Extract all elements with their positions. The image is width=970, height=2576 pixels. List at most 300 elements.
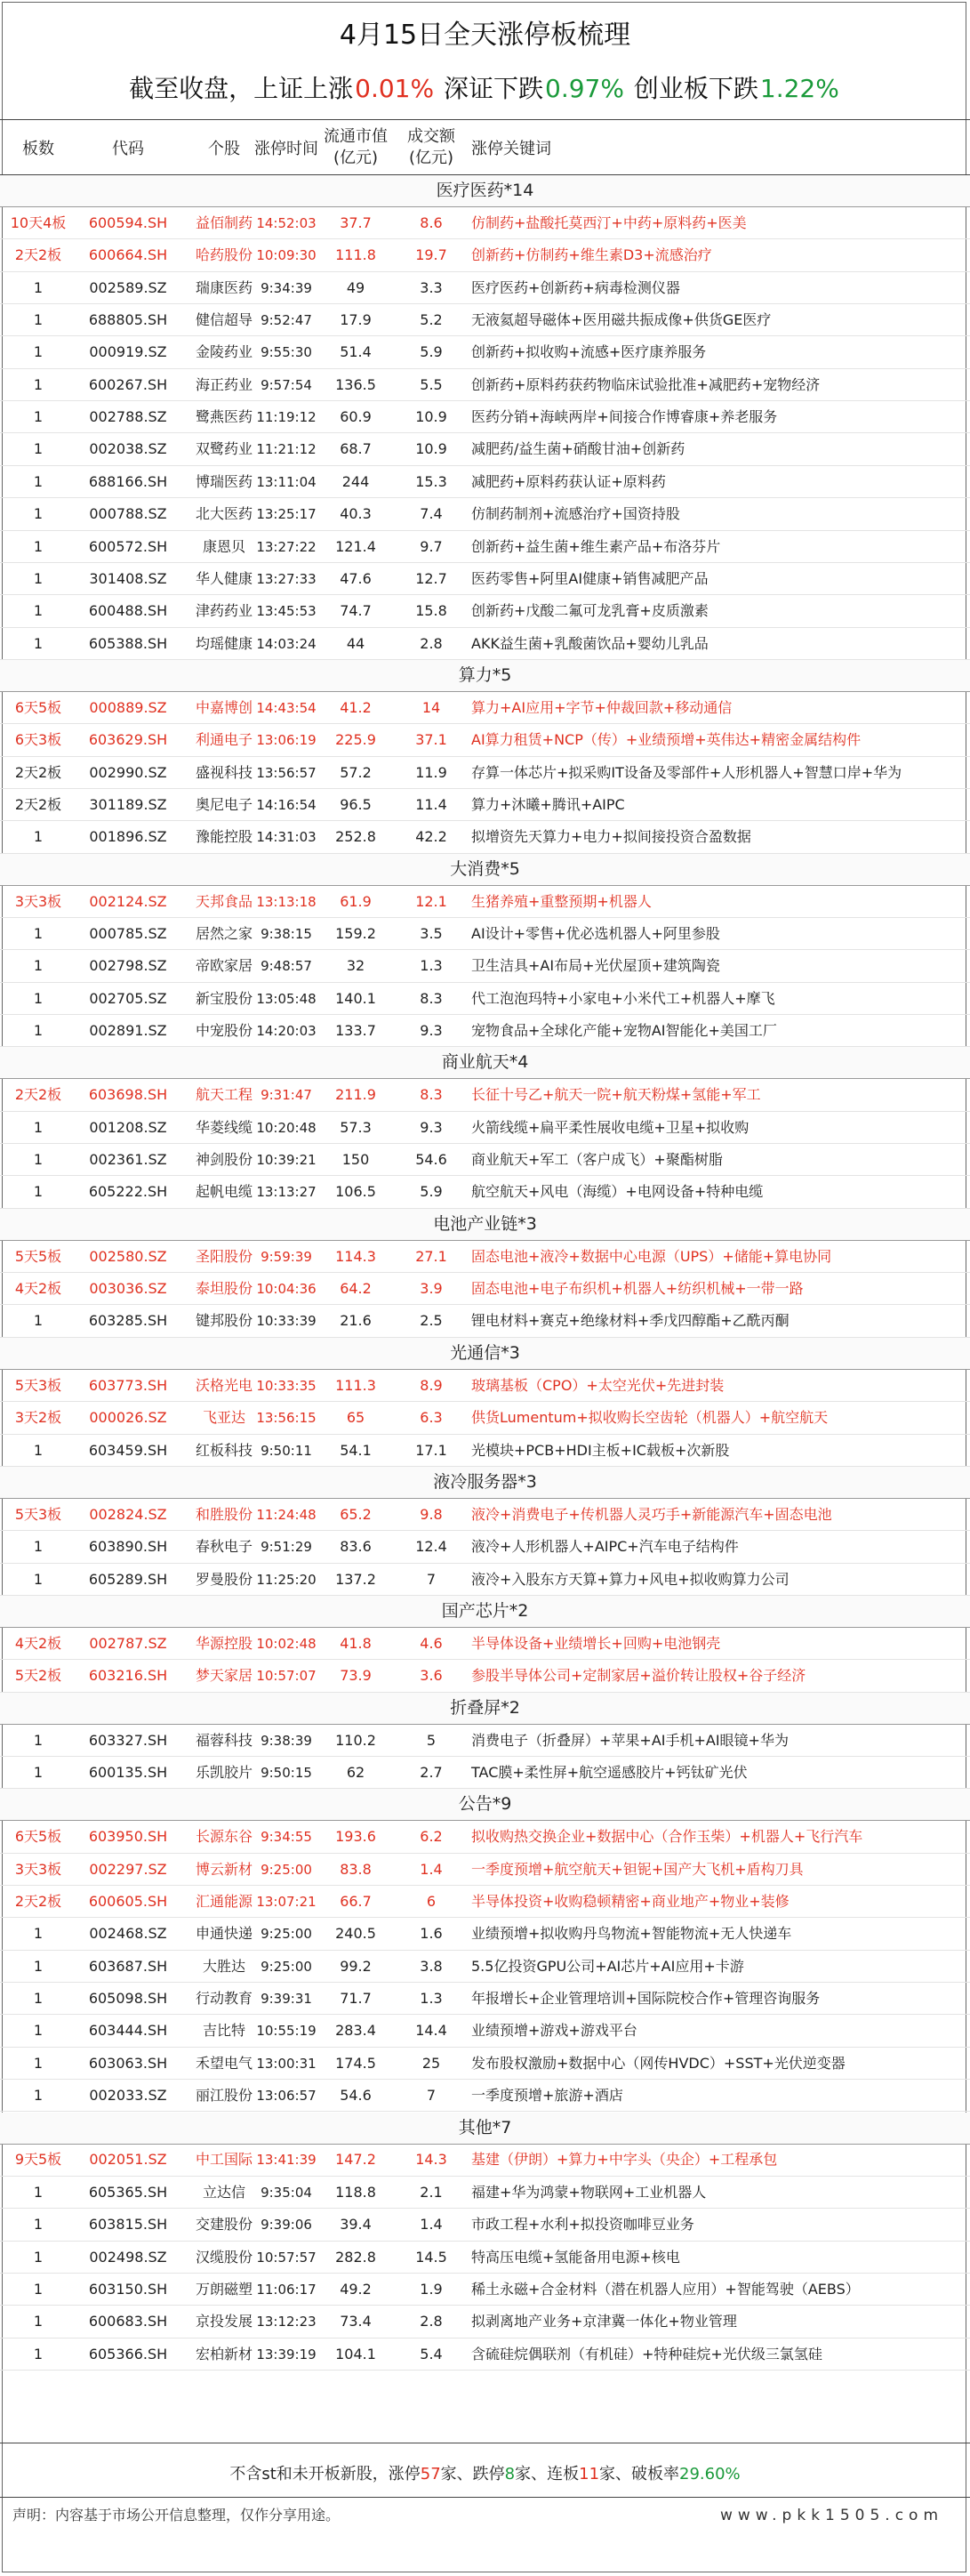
summary-sh-label: 截至收盘，上证上涨 [129, 74, 354, 103]
table-row[interactable] [0, 1015, 970, 1047]
stock-code: 688805.SH [88, 311, 168, 328]
float-market-cap: 17.9 [340, 311, 372, 328]
turnover: 7 [426, 1571, 437, 1588]
table-row[interactable] [0, 1112, 970, 1144]
limit-up-time: 13:13:27 [256, 1184, 317, 1200]
board-count: 5天3板 [14, 1506, 62, 1523]
stock-name: 哈药股份 [195, 246, 253, 263]
board-count: 6天3板 [14, 731, 62, 748]
float-market-cap: 133.7 [335, 1022, 376, 1039]
table-row[interactable] [0, 2177, 970, 2209]
limit-up-keywords: 宠物食品+全球化产能+宠物AI智能化+美国工厂 [471, 1022, 777, 1039]
table-row[interactable] [0, 724, 970, 756]
section-header: 大消费*5 [0, 854, 970, 885]
limit-up-keywords: 市政工程+水利+拟投资咖啡豆业务 [471, 2216, 694, 2233]
table-row[interactable] [0, 886, 970, 918]
table-row[interactable] [0, 272, 970, 304]
stock-code: 002891.SZ [89, 1022, 167, 1039]
table-row[interactable] [0, 433, 970, 465]
stock-code: 000026.SZ [89, 1409, 167, 1426]
limit-up-keywords: 玻璃基板（CPO）+太空光伏+先进封装 [471, 1377, 725, 1394]
limit-up-time: 10:20:48 [256, 1120, 317, 1136]
float-market-cap: 240.5 [335, 1925, 376, 1942]
limit-up-time: 10:33:35 [256, 1378, 317, 1394]
stock-name: 帝欧家居 [195, 957, 253, 974]
limit-up-time: 11:24:48 [256, 1507, 317, 1523]
stock-name: 键邦股份 [195, 1312, 253, 1329]
limit-up-keywords: 拟增资先天算力+电力+拟间接投资合盈数据 [471, 828, 751, 845]
footer-stat-label-d: 家、破板率 [599, 2465, 680, 2483]
stock-code: 301408.SZ [89, 570, 167, 587]
float-market-cap: 140.1 [335, 990, 376, 1007]
board-count: 1 [33, 311, 44, 328]
stock-name: 红板科技 [195, 1442, 253, 1459]
turnover: 12.7 [415, 570, 447, 587]
table-row[interactable] [0, 2015, 970, 2047]
turnover: 7 [426, 2087, 437, 2104]
limit-up-keywords: 发布股权激励+数据中心（网传HVDC）+SST+光伏逆变器 [471, 2055, 846, 2072]
limit-up-time: 13:56:15 [256, 1410, 317, 1426]
float-market-cap: 49 [346, 279, 365, 296]
stock-name: 华菱线缆 [195, 1119, 253, 1136]
limit-up-keywords: 参股半导体公司+定制家居+溢价转让股权+谷子经济 [471, 1667, 806, 1684]
stock-code: 000788.SZ [89, 505, 167, 522]
float-market-cap: 39.4 [340, 2216, 372, 2233]
turnover: 3.3 [420, 279, 443, 296]
table-row[interactable] [0, 207, 970, 239]
table-row[interactable] [0, 401, 970, 433]
stock-name: 北大医药 [195, 505, 253, 522]
turnover: 9.3 [420, 1119, 443, 1136]
limit-up-keywords: 商业航天+军工（客户成飞）+聚酯树脂 [471, 1151, 723, 1168]
stock-code: 600594.SH [88, 214, 168, 231]
turnover: 1.4 [420, 2216, 443, 2233]
stock-name: 吉比特 [202, 2022, 245, 2039]
limit-up-keywords: 长征十号乙+航天一院+航天粉煤+氢能+军工 [471, 1086, 761, 1103]
stock-code: 002297.SZ [89, 1861, 167, 1878]
float-market-cap: 159.2 [335, 925, 376, 942]
turnover: 37.1 [415, 731, 447, 748]
stock-name: 博瑞医药 [195, 473, 253, 490]
table-row[interactable] [0, 950, 970, 982]
table-row[interactable] [0, 1821, 970, 1853]
table-row[interactable] [0, 1564, 970, 1596]
float-market-cap: 96.5 [340, 796, 372, 813]
stock-name: 春秋电子 [195, 1538, 253, 1555]
limit-up-keywords: 创新药+原料药获药物临床试验批准+减肥药+宠物经济 [471, 376, 821, 393]
stock-code: 605222.SH [88, 1183, 168, 1200]
limit-up-keywords: 业绩预增+游戏+游戏平台 [471, 2022, 637, 2039]
summary-sz-label: 深证下跌 [444, 74, 544, 103]
stock-code: 600488.SH [88, 602, 168, 619]
table-row[interactable] [0, 628, 970, 660]
table-row[interactable] [0, 2306, 970, 2338]
stock-name: 万朗磁塑 [195, 2281, 253, 2298]
table-row[interactable] [0, 1628, 970, 1660]
stock-code: 605388.SH [88, 635, 168, 652]
limit-up-time: 11:06:17 [256, 2282, 317, 2298]
limit-up-time: 9:31:47 [261, 1087, 312, 1103]
float-market-cap: 150 [341, 1151, 370, 1168]
stock-name: 双鹭药业 [195, 440, 253, 457]
stock-name: 京投发展 [195, 2313, 253, 2330]
board-count: 1 [33, 408, 44, 425]
float-market-cap: 74.7 [340, 602, 372, 619]
limit-up-time: 14:03:24 [256, 636, 317, 652]
turnover: 1.9 [420, 2281, 443, 2298]
board-count: 1 [33, 1732, 44, 1749]
limit-up-keywords: 火箭线缆+扁平柔性展收电缆+卫星+拟收购 [471, 1119, 750, 1136]
limit-up-time: 13:27:33 [256, 571, 317, 587]
table-row[interactable] [0, 2144, 970, 2176]
stock-code: 600664.SH [88, 246, 168, 263]
limit-up-time: 14:43:54 [256, 700, 317, 716]
stock-name: 大胜达 [202, 1958, 245, 1975]
turnover: 5.9 [420, 1183, 443, 1200]
consecutive-count: 11 [579, 2465, 600, 2483]
table-row[interactable] [0, 369, 970, 401]
turnover: 5.9 [420, 343, 443, 360]
float-market-cap: 114.3 [335, 1248, 376, 1265]
board-count: 1 [33, 1538, 44, 1555]
stock-code: 002824.SZ [89, 1506, 167, 1523]
limit-up-time: 9:59:39 [261, 1249, 312, 1265]
float-market-cap: 71.7 [340, 1990, 372, 2007]
limit-up-time: 13:11:04 [256, 474, 317, 490]
float-market-cap: 193.6 [335, 1828, 376, 1845]
float-market-cap: 111.3 [335, 1377, 376, 1394]
limit-up-keywords: 创新药+益生菌+维生素产品+布洛芬片 [471, 538, 721, 555]
board-count: 10天4板 [10, 214, 67, 231]
stock-code: 603629.SH [88, 731, 168, 748]
turnover: 8.3 [420, 990, 443, 1007]
table-row[interactable] [0, 2209, 970, 2241]
table-row[interactable] [0, 1757, 970, 1789]
header-divider [0, 119, 970, 120]
stock-code: 002124.SZ [89, 893, 167, 910]
limit-up-time: 13:07:21 [256, 1894, 317, 1910]
table-row[interactable] [0, 1435, 970, 1467]
table-row[interactable] [0, 1402, 970, 1434]
table-row[interactable] [0, 595, 970, 627]
float-market-cap: 110.2 [335, 1732, 376, 1749]
table-row[interactable] [0, 1951, 970, 1983]
table-row[interactable] [0, 1273, 970, 1305]
board-count: 2天2板 [14, 1086, 62, 1103]
section-header: 折叠屏*2 [0, 1693, 970, 1724]
limit-up-time: 11:21:12 [256, 441, 317, 457]
stock-name: 中嘉博创 [195, 699, 253, 716]
limit-up-keywords: 创新药+拟收购+流感+医疗康养服务 [471, 343, 707, 360]
limit-up-time: 9:50:11 [261, 1443, 312, 1459]
float-market-cap: 62 [346, 1764, 365, 1781]
table-row[interactable] [0, 918, 970, 950]
limit-up-keywords: 固态电池+电子布织机+机器人+纺织机械+一带一路 [471, 1280, 804, 1297]
stock-code: 603687.SH [88, 1958, 168, 1975]
table-row[interactable] [0, 1660, 970, 1692]
board-count: 1 [33, 2249, 44, 2266]
stock-name: 福蓉科技 [195, 1732, 253, 1749]
stock-code: 002787.SZ [89, 1635, 167, 1652]
table-row[interactable] [0, 498, 970, 530]
turnover: 14 [421, 699, 441, 716]
table-row[interactable] [0, 1983, 970, 2015]
limit-up-time: 13:00:31 [256, 2056, 317, 2072]
stock-name: 航天工程 [195, 1086, 253, 1103]
limit-up-time: 10:57:57 [256, 2250, 317, 2266]
limit-up-keywords: 生猪养殖+重整预期+机器人 [471, 893, 652, 910]
float-market-cap: 21.6 [340, 1312, 372, 1329]
summary-cy-label: 创业板下跌 [633, 74, 758, 103]
turnover: 54.6 [415, 1151, 447, 1168]
table-row[interactable] [0, 2242, 970, 2274]
stock-name: 奥尼电子 [195, 796, 253, 813]
stock-name: 泰坦股份 [195, 1280, 253, 1297]
turnover: 9.3 [420, 1022, 443, 1039]
stock-code: 002033.SZ [89, 2087, 167, 2104]
stock-code: 605365.SH [88, 2184, 168, 2201]
section-header: 公告*9 [0, 1789, 970, 1820]
float-market-cap: 225.9 [335, 731, 376, 748]
float-market-cap: 174.5 [335, 2055, 376, 2072]
turnover: 5.4 [420, 2346, 443, 2363]
float-market-cap: 83.6 [340, 1538, 372, 1555]
stock-name: 起帆电缆 [195, 1183, 253, 1200]
board-count: 1 [33, 2216, 44, 2233]
table-row[interactable] [0, 1305, 970, 1337]
limit-up-time: 9:50:15 [261, 1765, 312, 1781]
board-count: 2天2板 [14, 796, 62, 813]
turnover: 2.8 [420, 635, 443, 652]
stock-name: 居然之家 [195, 925, 253, 942]
turnover: 2.5 [420, 1312, 443, 1329]
limit-up-keywords: 创新药+戊酸二氟可龙乳膏+皮质激素 [471, 602, 709, 619]
turnover: 14.4 [415, 2022, 447, 2039]
turnover: 7.4 [420, 505, 443, 522]
stock-code: 603950.SH [88, 1828, 168, 1845]
limit-up-time: 9:57:54 [261, 377, 312, 393]
limit-up-keywords: 创新药+仿制药+维生素D3+流感治疗 [471, 246, 712, 263]
stock-code: 002589.SZ [89, 279, 167, 296]
turnover: 10.9 [415, 440, 447, 457]
limit-up-time: 10:33:39 [256, 1313, 317, 1329]
col-name: 个股 [208, 140, 240, 158]
table-row[interactable] [0, 1918, 970, 1950]
stock-code: 603890.SH [88, 1538, 168, 1555]
turnover: 42.2 [415, 828, 447, 845]
limit-up-time: 11:19:12 [256, 409, 317, 425]
table-row[interactable] [0, 757, 970, 789]
limit-up-keywords: 拟剥离地产业务+京津冀一体化+物业管理 [471, 2313, 737, 2330]
board-count: 1 [33, 990, 44, 1007]
float-market-cap: 106.5 [335, 1183, 376, 1200]
stock-code: 600572.SH [88, 538, 168, 555]
board-count: 1 [33, 538, 44, 555]
limit-up-time: 13:13:18 [256, 894, 317, 910]
stock-name: 豫能控股 [195, 828, 253, 845]
table-row[interactable] [0, 1725, 970, 1757]
section-header: 医疗医药*14 [0, 175, 970, 206]
stock-code: 002498.SZ [89, 2249, 167, 2266]
float-market-cap: 61.9 [340, 893, 372, 910]
float-market-cap: 32 [346, 957, 365, 974]
stock-code: 603773.SH [88, 1377, 168, 1394]
stock-code: 603815.SH [88, 2216, 168, 2233]
board-count: 9天5板 [14, 2151, 62, 2168]
table-row[interactable] [0, 983, 970, 1015]
turnover: 15.3 [415, 473, 447, 490]
sh-index-change: 0.01% [355, 74, 435, 103]
table-row[interactable] [0, 1499, 970, 1531]
table-row[interactable] [0, 531, 970, 563]
table-row[interactable] [0, 239, 970, 271]
turnover: 3.6 [420, 1667, 443, 1684]
table-row[interactable] [0, 1370, 970, 1402]
stock-name: 汉缆股份 [195, 2249, 253, 2266]
limit-up-time: 13:06:57 [256, 2088, 317, 2104]
float-market-cap: 54.6 [340, 2087, 372, 2104]
limit-up-time: 9:39:31 [261, 1991, 312, 2007]
limit-up-keywords: 仿制药+盐酸托莫西汀+中药+原料药+医美 [471, 214, 747, 231]
table-row[interactable] [0, 2048, 970, 2080]
stock-name: 中宠股份 [195, 1022, 253, 1039]
board-count: 4天2板 [14, 1280, 62, 1297]
float-market-cap: 68.7 [340, 440, 372, 457]
limit-up-time: 13:05:48 [256, 991, 317, 1007]
col-turnover [387, 121, 476, 174]
board-count: 1 [33, 2313, 44, 2330]
board-count: 1 [33, 2281, 44, 2298]
table-row[interactable] [0, 2274, 970, 2306]
limit-up-time: 9:25:00 [261, 1926, 312, 1942]
float-market-cap: 252.8 [335, 828, 376, 845]
board-count: 1 [33, 2184, 44, 2201]
table-row[interactable] [0, 304, 970, 336]
table-row[interactable] [0, 1176, 970, 1208]
turnover: 3.9 [420, 1280, 443, 1297]
row-divider [0, 2370, 970, 2371]
turnover: 5.2 [420, 311, 443, 328]
limit-up-keywords: 无液氦超导磁体+医用磁共振成像+供货GE医疗 [471, 311, 772, 328]
limit-up-time: 13:39:19 [256, 2347, 317, 2363]
turnover: 8.3 [420, 1086, 443, 1103]
table-row[interactable] [0, 563, 970, 595]
table-row[interactable] [0, 1886, 970, 1918]
stock-code: 001208.SZ [89, 1119, 167, 1136]
table-row[interactable] [0, 336, 970, 368]
limit-up-time: 11:25:20 [256, 1572, 317, 1588]
table-row[interactable] [0, 1854, 970, 1886]
limit-up-keywords: AI算力租赁+NCP（传）+业绩预增+英伟达+精密金属结构件 [471, 731, 862, 748]
section-header: 电池产业链*3 [0, 1209, 970, 1240]
col-turnover-line1: 成交额 [407, 127, 455, 146]
section-header: 液冷服务器*3 [0, 1467, 970, 1498]
stock-name: 健信超导 [195, 311, 253, 328]
board-count: 1 [33, 635, 44, 652]
limit-up-keywords: 锂电材料+赛克+绝缘材料+季戊四醇酯+乙酰丙酮 [471, 1312, 790, 1329]
turnover: 10.9 [415, 408, 447, 425]
stock-name: 康恩贝 [202, 538, 245, 555]
stock-name: 华人健康 [195, 570, 253, 587]
float-market-cap: 104.1 [335, 2346, 376, 2363]
board-count: 1 [33, 1764, 44, 1781]
section-header: 光通信*3 [0, 1338, 970, 1369]
break-rate: 29.60% [679, 2465, 741, 2483]
limit-up-time: 14:20:03 [256, 1023, 317, 1039]
table-row[interactable] [0, 466, 970, 498]
table-row[interactable] [0, 692, 970, 724]
stock-code: 000919.SZ [89, 343, 167, 360]
board-count: 1 [33, 957, 44, 974]
board-count: 3天3板 [14, 1861, 62, 1878]
table-row[interactable] [0, 1144, 970, 1176]
table-row[interactable] [0, 2080, 970, 2112]
stock-code: 605289.SH [88, 1571, 168, 1588]
turnover: 8.9 [420, 1377, 443, 1394]
turnover: 9.8 [420, 1506, 443, 1523]
footer-stat-label-c: 家、连板 [515, 2465, 580, 2483]
page-title: 4月15日全天涨停板梳理 [339, 20, 631, 51]
stock-name: 梦天家居 [195, 1667, 253, 1684]
limit-up-time: 10:57:07 [256, 1668, 317, 1684]
board-count: 3天2板 [14, 1409, 62, 1426]
turnover: 5 [426, 1732, 437, 1749]
limit-up-keywords: TAC膜+柔性屏+航空遥感胶片+钙钛矿光伏 [471, 1764, 748, 1781]
stock-name: 申通快递 [195, 1925, 253, 1942]
table-row[interactable] [0, 1241, 970, 1273]
stock-code: 002051.SZ [89, 2151, 167, 2168]
footer-stats [0, 2455, 970, 2494]
stock-name: 行动教育 [195, 1990, 253, 2007]
board-count: 2天2板 [14, 764, 62, 781]
stock-name: 金陵药业 [195, 343, 253, 360]
limit-up-time: 9:25:00 [261, 1862, 312, 1878]
limit-up-time: 9:34:55 [261, 1829, 312, 1845]
board-count: 1 [33, 1183, 44, 1200]
stock-code: 003036.SZ [89, 1280, 167, 1297]
stock-code: 603285.SH [88, 1312, 168, 1329]
table-row[interactable] [0, 1531, 970, 1563]
table-row[interactable] [0, 789, 970, 821]
table-row[interactable] [0, 821, 970, 853]
limit-up-keywords: 液冷+入股东方天算+算力+风电+拟收购算力公司 [471, 1571, 790, 1588]
limit-up-keywords: 算力+沐曦+腾讯+AIPC [471, 796, 625, 813]
board-count: 1 [33, 279, 44, 296]
stock-name: 沃格光电 [195, 1377, 253, 1394]
stock-name: 盛视科技 [195, 764, 253, 781]
limit-up-keywords: 年报增长+企业管理培训+国际院校合作+管理咨询服务 [471, 1990, 821, 2007]
stock-name: 博云新材 [195, 1861, 253, 1878]
float-market-cap: 64.2 [340, 1280, 372, 1297]
limit-up-time: 9:34:39 [261, 280, 312, 296]
turnover: 1.3 [420, 957, 443, 974]
limit-up-keywords: 医药分销+海峡两岸+间接合作博睿康+养老服务 [471, 408, 778, 425]
col-float-cap-line1: 流通市值 [324, 127, 388, 146]
limit-up-keywords: 航空航天+风电（海缆）+电网设备+特种电缆 [471, 1183, 764, 1200]
turnover: 6.2 [420, 1828, 443, 1845]
board-count: 1 [33, 1022, 44, 1039]
stock-code: 600683.SH [88, 2313, 168, 2330]
stock-code: 605366.SH [88, 2346, 168, 2363]
float-market-cap: 41.8 [340, 1635, 372, 1652]
limit-up-time: 13:06:19 [256, 732, 317, 748]
table-row[interactable] [0, 2339, 970, 2371]
table-row[interactable] [0, 1079, 970, 1111]
stock-name: 利通电子 [195, 731, 253, 748]
limit-up-keywords: 减肥药/益生菌+硝酸甘油+创新药 [471, 440, 685, 457]
board-count: 1 [33, 1571, 44, 1588]
limit-up-keywords: 稀土永磁+合金材料（潜在机器人应用）+智能驾驶（AEBS） [471, 2281, 860, 2298]
